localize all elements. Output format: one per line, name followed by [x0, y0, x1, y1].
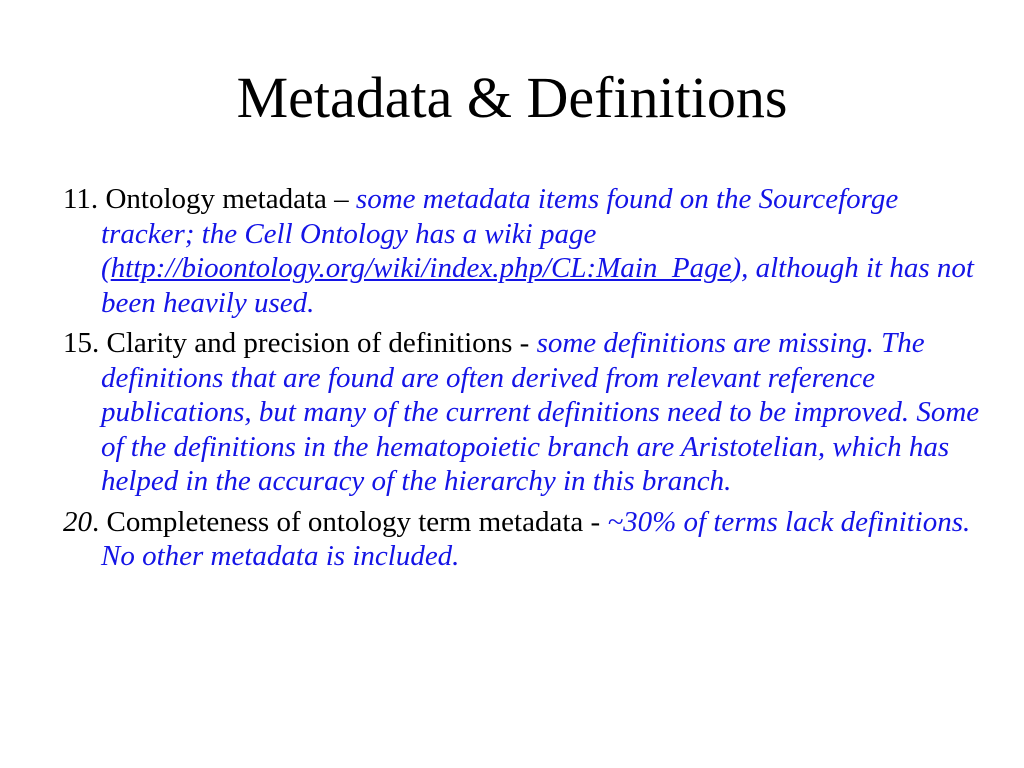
bullet-list — [63, 182, 993, 580]
item-comment: some metadata items found on the Sourceforge tracker; the Cell Ontology has a wiki page ( — [101, 183, 899, 284]
item-number-suffix: . — [92, 505, 100, 538]
item-label: Ontology metadata – — [105, 183, 349, 215]
item-comment: some definitions are missing. The definitions that are found are often derived from relevant reference publications, but many of the current definitions need to be improved. Some of the definitions in the hematopoietic branch are Aristotelian, which has helped in the accuracy of the hierarchy in this branch. — [101, 327, 980, 497]
item-comment-end: ), although it has not been heavily used. — [101, 252, 974, 319]
wiki-link[interactable]: http://bioontology.org/wiki/index.php/CL:Main_Page — [110, 252, 732, 284]
item-number: 11. — [63, 183, 99, 215]
list-item-term-metadata — [63, 505, 993, 574]
item-number: 15. — [63, 327, 100, 359]
item-number: 20 — [63, 505, 92, 538]
item-label: Clarity and precision of definitions - — [106, 327, 530, 359]
item-comment: ~30% of terms lack definitions. No other metadata is included. — [101, 505, 971, 572]
item-label: Completeness of ontology term metadata - — [106, 505, 601, 538]
list-item-ontology-metadata — [63, 182, 993, 320]
list-item-definitions-clarity — [63, 326, 993, 499]
slide-title: Metadata & Definitions — [236, 65, 788, 130]
